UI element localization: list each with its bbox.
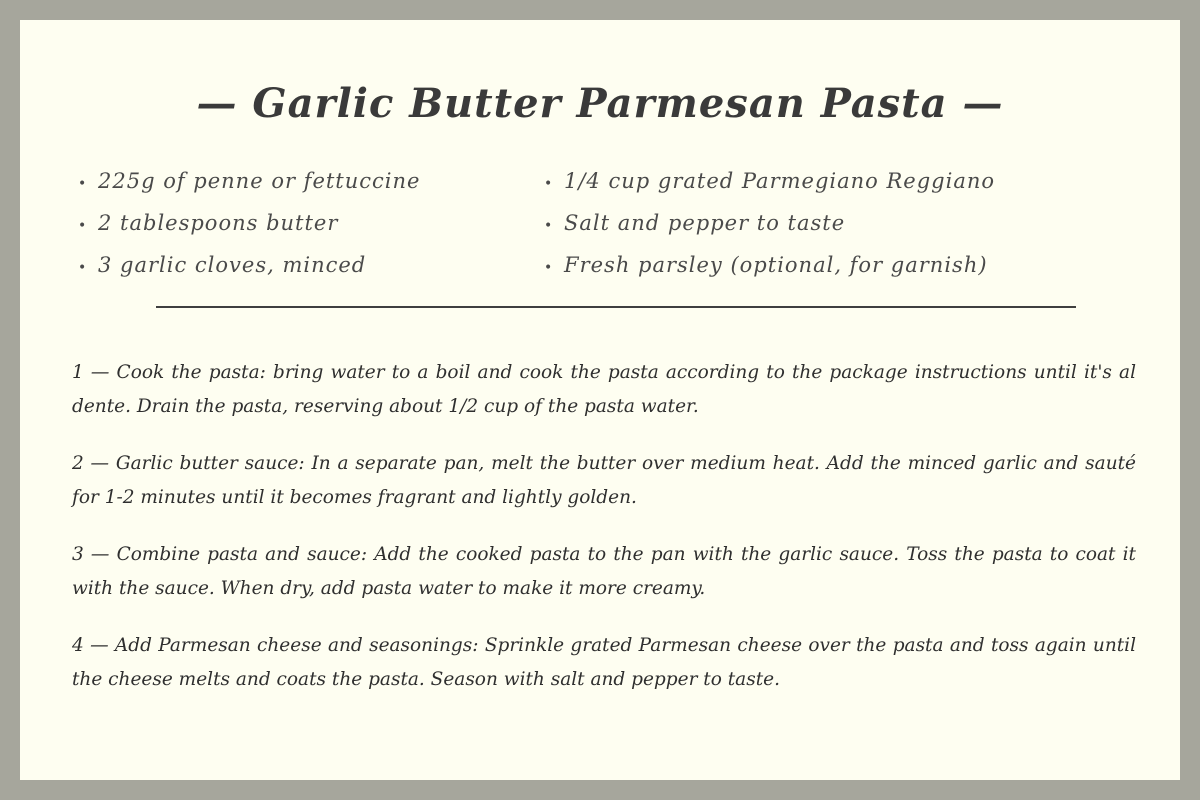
instruction-step: 3 — Combine pasta and sauce: Add the cooked pasta to the pan with the garlic sauce. Toss the pasta to coat it with the sauce. When dry, add pasta water to make it more creamy.: [72, 544, 1136, 599]
instruction-step: 4 — Add Parmesan cheese and seasonings: Sprinkle grated Parmesan cheese over the pasta and toss again until the cheese melts and coats the pasta. Season with salt and pepper to taste.: [72, 635, 1136, 690]
ingredient-item: • 3 garlic cloves, minced: [78, 244, 420, 286]
recipe-card: [20, 20, 1180, 780]
ingredients-column-left: [78, 160, 420, 286]
instruction-step: 1 — Cook the pasta: bring water to a boil and cook the pasta according to the package instructions until it's al dente. Drain the pasta, reserving about 1/2 cup of the pasta water.: [72, 362, 1136, 417]
ingredient-item: • Salt and pepper to taste: [544, 202, 995, 244]
ingredients-column-right: [544, 160, 995, 286]
recipe-title: — Garlic Butter Parmesan Pasta —: [196, 80, 1004, 127]
ingredient-item: • 225g of penne or fettuccine: [78, 160, 420, 202]
instruction-step: 2 — Garlic butter sauce: In a separate pan, melt the butter over medium heat. Add the minced garlic and sauté for 1-2 minutes until it becomes fragrant and lightly golden.: [72, 453, 1136, 508]
ingredient-item: • Fresh parsley (optional, for garnish): [544, 244, 995, 286]
ingredient-item: • 2 tablespoons butter: [78, 202, 420, 244]
section-divider: [156, 306, 1076, 308]
ingredients-list: [78, 160, 1158, 290]
ingredient-item: • 1/4 cup grated Parmegiano Reggiano: [544, 160, 995, 202]
instructions: [72, 356, 1136, 720]
